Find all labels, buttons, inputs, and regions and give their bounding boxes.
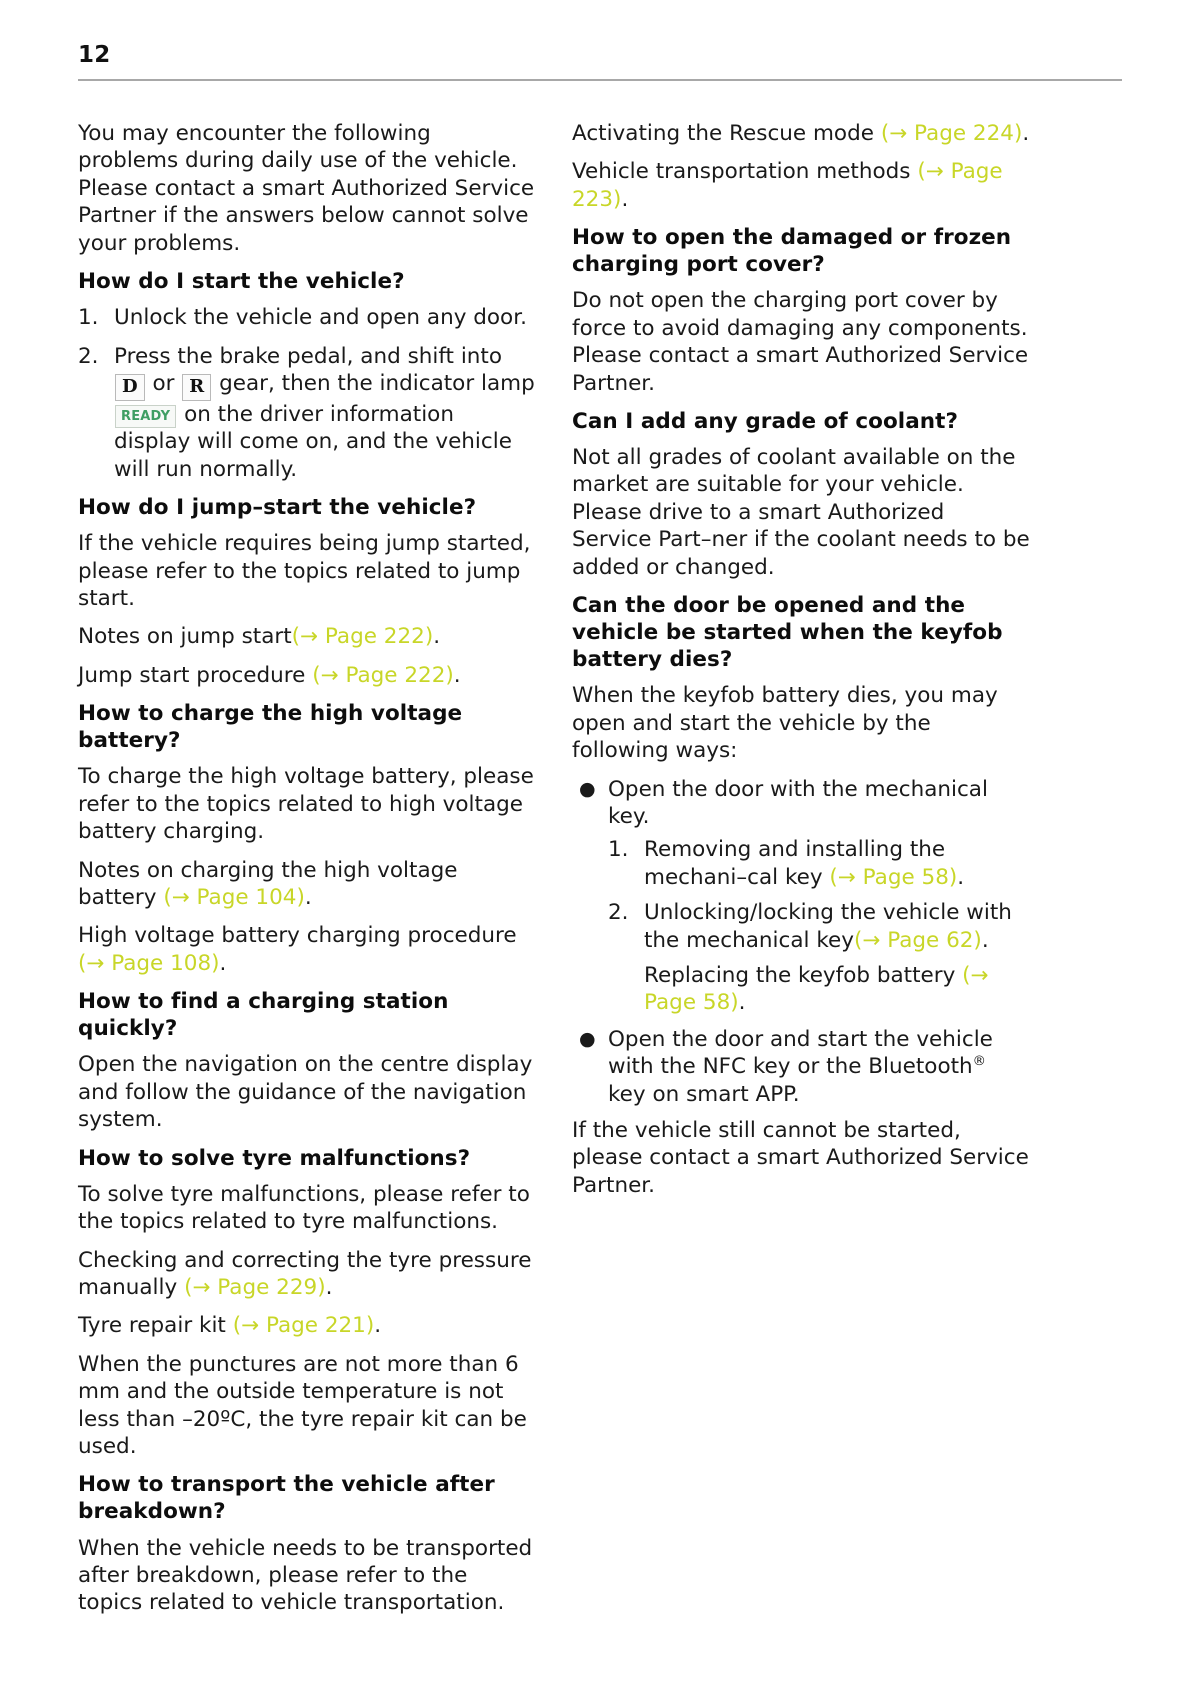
reference-line bbox=[78, 1312, 536, 1339]
vehicle-transportation-ref bbox=[572, 158, 1030, 213]
page-reference-link[interactable]: (→ Page 221) bbox=[232, 1313, 375, 1339]
question-heading-jump-start: How do I jump–start the vehicle? bbox=[78, 495, 477, 521]
charging-station-block bbox=[78, 1051, 536, 1133]
reference-terminator: . bbox=[219, 950, 227, 976]
question-heading-charge-hv-battery: How to charge the high voltage battery? bbox=[78, 701, 463, 754]
gear-r-icon: R bbox=[182, 374, 211, 401]
keyfob-methods-list bbox=[572, 776, 1030, 1108]
reference-line bbox=[78, 1247, 536, 1302]
page-reference-link[interactable]: (→ Page 222) bbox=[291, 624, 434, 650]
intro-paragraph: You may encounter the following problems during daily use of the vehicle. Please contact a smart Authorized Service Partner if the answers below cannot solve your problems. bbox=[78, 121, 535, 256]
tyre-malfunctions-paragraph: To solve tyre malfunctions, please refer to the topics related to tyre malfunctions. bbox=[78, 1181, 530, 1235]
step-number: 2. bbox=[78, 343, 99, 369]
mechanical-key-substeps bbox=[608, 836, 1030, 954]
tyre-ref-2 bbox=[78, 1312, 536, 1339]
jump-start-paragraph: If the vehicle requires being jump started, please refer to the topics related to jump start. bbox=[78, 531, 531, 612]
keyfob-battery-replace-ref bbox=[608, 962, 1030, 1017]
tyre-ref-1 bbox=[78, 1247, 536, 1302]
reference-terminator: . bbox=[453, 662, 461, 688]
bullet-dot-icon: ● bbox=[579, 1027, 596, 1050]
content-columns bbox=[78, 120, 1122, 1628]
substep-text: Unlocking/locking the vehicle with the mechanical key bbox=[644, 900, 1012, 953]
charging-station-paragraph: Open the navigation on the centre display and follow the guidance of the navigation system. bbox=[78, 1052, 533, 1133]
closing-paragraph: If the vehicle still cannot be started, please contact a smart Authorized Service Partner. bbox=[572, 1118, 1029, 1198]
substep-number: 2. bbox=[608, 900, 629, 926]
step-text-part-4: on the driver information display will come on, and the vehicle will run normally. bbox=[114, 401, 512, 482]
charge-hv-battery-paragraph: To charge the high voltage battery, please refer to the topics related to high voltage battery charging. bbox=[78, 764, 534, 845]
substep-text: Removing and installing the mechani–cal key bbox=[644, 837, 946, 890]
reference-terminator: . bbox=[981, 927, 989, 953]
right-column bbox=[572, 120, 1030, 1210]
page-number: 12 bbox=[78, 42, 111, 68]
charge-hv-ref-1 bbox=[78, 857, 536, 912]
tyre-repair-conditions-block bbox=[78, 1351, 536, 1461]
reference-label: Tyre repair kit bbox=[78, 1313, 233, 1339]
reference-line bbox=[78, 922, 536, 977]
reference-terminator: . bbox=[304, 885, 312, 911]
list-item bbox=[78, 343, 536, 484]
reference-terminator: . bbox=[374, 1313, 382, 1339]
charging-port-cover-block bbox=[572, 287, 1030, 397]
page-reference-link[interactable]: (→ Page 223) bbox=[572, 159, 1003, 212]
reference-line bbox=[572, 120, 1030, 147]
reference-label: Notes on charging the high voltage battery bbox=[78, 857, 458, 911]
step-text-part-1: Press the brake pedal, and shift into bbox=[114, 343, 503, 369]
charging-port-cover-paragraph: Do not open the charging port cover by force to avoid damaging any components. Please contact a smart Authorized Service Partner. bbox=[572, 288, 1029, 396]
header-divider bbox=[78, 79, 1122, 81]
page-reference-link[interactable]: (→ Page 224) bbox=[880, 121, 1023, 146]
charge-hv-ref-2 bbox=[78, 922, 536, 977]
reference-label: Jump start procedure bbox=[78, 662, 313, 688]
question-heading-keyfob-battery: Can the door be opened and the vehicle be started when the keyfob battery dies? bbox=[572, 593, 1003, 673]
reference-label: Notes on jump start bbox=[78, 624, 292, 650]
page-reference-link[interactable]: (→ Page 62) bbox=[853, 927, 982, 953]
ready-lamp-icon: READY bbox=[115, 405, 176, 428]
reference-line bbox=[572, 158, 1030, 213]
step-text-part-2: or bbox=[152, 370, 175, 396]
list-item bbox=[572, 776, 1030, 1017]
transport-vehicle-paragraph: When the vehicle needs to be transported after breakdown, please refer to the topics related to vehicle transportation. bbox=[78, 1535, 533, 1616]
reference-terminator: . bbox=[621, 186, 629, 212]
reference-line bbox=[78, 623, 536, 650]
list-item bbox=[608, 836, 1030, 891]
bullet-text-part-2: key on smart APP. bbox=[608, 1081, 800, 1107]
question-heading-tyre-malfunctions: How to solve tyre malfunctions? bbox=[78, 1145, 471, 1171]
substep-number: 1. bbox=[608, 837, 629, 863]
question-heading-start-vehicle: How do I start the vehicle? bbox=[78, 269, 405, 295]
rescue-mode-ref bbox=[572, 120, 1030, 147]
tyre-malfunctions-block bbox=[78, 1181, 536, 1236]
gear-d-icon: D bbox=[115, 374, 145, 401]
list-item bbox=[78, 304, 536, 331]
reference-terminator: . bbox=[433, 624, 441, 650]
page-reference-link[interactable]: (→ Page 222) bbox=[312, 662, 454, 688]
page-reference-link[interactable]: (→ Page 58) bbox=[829, 864, 958, 890]
jump-start-block bbox=[78, 530, 536, 612]
question-heading-charging-station: How to find a charging station quickly? bbox=[78, 989, 449, 1042]
coolant-grade-block bbox=[572, 444, 1030, 581]
charge-hv-battery-block bbox=[78, 763, 536, 845]
jump-start-ref-1 bbox=[78, 623, 536, 650]
reference-line bbox=[78, 857, 536, 912]
tyre-repair-conditions-paragraph: When the punctures are not more than 6 mm and the outside temperature is not less than –20ºC, the tyre repair kit can be used. bbox=[78, 1351, 527, 1459]
jump-start-ref-2 bbox=[78, 662, 536, 689]
list-item bbox=[608, 899, 1030, 954]
reference-label: Replacing the keyfob battery bbox=[644, 963, 963, 988]
coolant-grade-paragraph: Not all grades of coolant available on the market are suitable for your vehicle. Please drive to a smart Authorized Service Part–ner if the coolant needs to be added or changed. bbox=[572, 445, 1030, 580]
reference-label: Vehicle transportation methods bbox=[572, 159, 918, 185]
bullet-dot-icon: ● bbox=[579, 777, 596, 800]
reference-label: Activating the Rescue mode bbox=[572, 121, 881, 146]
bullet-text-part-1: Open the door and start the vehicle with the NFC key or the Bluetooth bbox=[608, 1026, 993, 1080]
page-header bbox=[78, 44, 1122, 90]
list-item bbox=[572, 1026, 1030, 1108]
question-heading-transport-vehicle: How to transport the vehicle after breakdown? bbox=[78, 1472, 495, 1525]
reference-label: High voltage battery charging procedure bbox=[78, 923, 517, 949]
step-text: Unlock the vehicle and open any door. bbox=[114, 305, 527, 331]
question-heading-coolant-grade: Can I add any grade of coolant? bbox=[572, 409, 958, 434]
intro-block bbox=[78, 120, 536, 257]
page-reference-link[interactable]: (→ Page 229) bbox=[184, 1274, 326, 1300]
bullet-text: Open the door with the mechanical key. bbox=[608, 776, 988, 829]
transport-vehicle-block bbox=[78, 1535, 536, 1617]
step-text-part-3: gear, then the indicator lamp bbox=[219, 370, 535, 396]
step-number: 1. bbox=[78, 305, 99, 331]
start-vehicle-steps bbox=[78, 304, 536, 483]
reference-label: Checking and correcting the tyre pressure manually bbox=[78, 1247, 532, 1300]
page-reference-link[interactable]: (→ Page 104) bbox=[163, 885, 305, 911]
page-reference-link[interactable]: (→ Page 108) bbox=[78, 950, 220, 976]
reference-terminator: . bbox=[738, 990, 746, 1016]
reference-line bbox=[78, 662, 536, 689]
keyfob-battery-paragraph: When the keyfob battery dies, you may open and start the vehicle by the following ways: bbox=[572, 683, 998, 764]
page-reference-link[interactable]: (→ Page 58) bbox=[644, 963, 989, 1016]
question-heading-charging-port-cover: How to open the damaged or frozen charging port cover? bbox=[572, 225, 1012, 278]
reference-terminator: . bbox=[325, 1274, 333, 1300]
reference-terminator: . bbox=[957, 864, 965, 890]
reference-terminator: . bbox=[1022, 121, 1030, 146]
left-column bbox=[78, 120, 536, 1628]
closing-block bbox=[572, 1117, 1030, 1199]
keyfob-battery-block bbox=[572, 682, 1030, 764]
registered-trademark-icon: ® bbox=[972, 1054, 986, 1070]
